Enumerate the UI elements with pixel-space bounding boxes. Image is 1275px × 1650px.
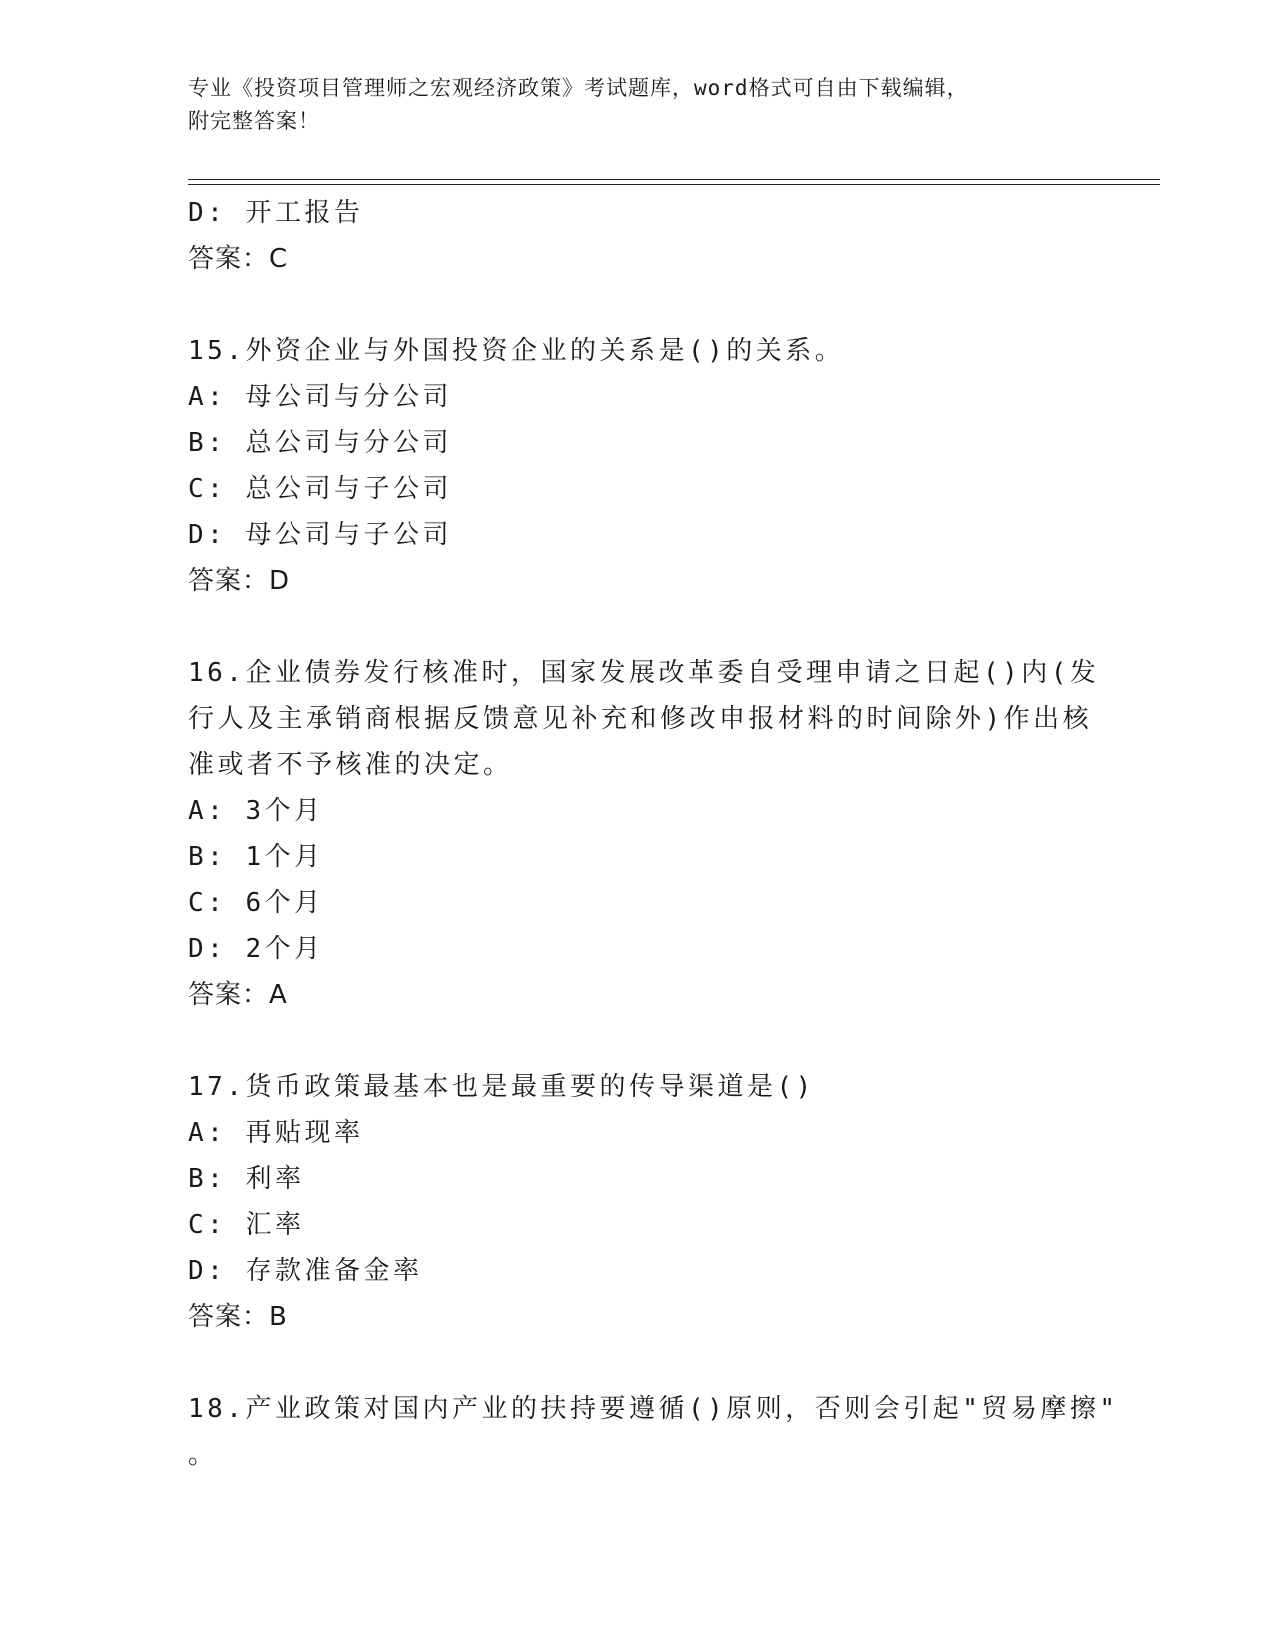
option-c: C: 6个月 xyxy=(188,888,324,918)
answer-line: 答案：A xyxy=(188,980,288,1010)
header-line-1: 专业《投资项目管理师之宏观经济政策》考试题库，word格式可自由下载编辑， xyxy=(188,76,969,100)
header-divider-bottom xyxy=(188,184,1160,185)
question-list xyxy=(188,190,1119,1478)
option-a: A: 母公司与分公司 xyxy=(188,382,452,412)
question-text-line-1: 16.企业债券发行核准时，国家发展改革委自受理申请之日起()内(发 xyxy=(188,658,1100,688)
spacer xyxy=(188,282,1088,328)
header-divider-top xyxy=(188,179,1160,180)
option-a: A: 3个月 xyxy=(188,796,324,826)
spacer xyxy=(188,1018,1088,1064)
answer-line: 答案：C xyxy=(188,244,289,274)
option-b: B: 总公司与分公司 xyxy=(188,428,452,458)
document-header xyxy=(188,72,1088,138)
option-d: D: 母公司与子公司 xyxy=(188,520,452,550)
option-d: D: 2个月 xyxy=(188,934,324,964)
question-text: 17.货币政策最基本也是最重要的传导渠道是() xyxy=(188,1072,815,1102)
question-text-line-3: 准或者不予核准的决定。 xyxy=(188,750,513,780)
question-text-line-2: 行人及主承销商根据反馈意见补充和修改申报材料的时间除外)作出核 xyxy=(188,704,1093,734)
spacer xyxy=(188,1340,1088,1386)
question-17 xyxy=(188,1064,1088,1340)
question-16 xyxy=(188,650,1100,1018)
spacer xyxy=(188,604,1088,650)
answer-line: 答案：D xyxy=(188,566,291,596)
question-text: 15.外资企业与外国投资企业的关系是()的关系。 xyxy=(188,336,845,366)
option-b: B: 利率 xyxy=(188,1164,305,1194)
question-18 xyxy=(188,1386,1119,1478)
question-text-line-1: 18.产业政策对国内产业的扶持要遵循()原则，否则会引起"贸易摩擦" xyxy=(188,1394,1119,1424)
option-d: D: 开工报告 xyxy=(188,198,364,228)
option-c: C: 总公司与子公司 xyxy=(188,474,452,504)
option-b: B: 1个月 xyxy=(188,842,324,872)
answer-line: 答案：B xyxy=(188,1302,288,1332)
question-15 xyxy=(188,328,1088,604)
option-c: C: 汇率 xyxy=(188,1210,305,1240)
option-d: D: 存款准备金率 xyxy=(188,1256,423,1286)
question-text-line-2: 。 xyxy=(188,1440,218,1470)
header-line-2: 附完整答案！ xyxy=(188,109,320,133)
option-a: A: 再贴现率 xyxy=(188,1118,364,1148)
